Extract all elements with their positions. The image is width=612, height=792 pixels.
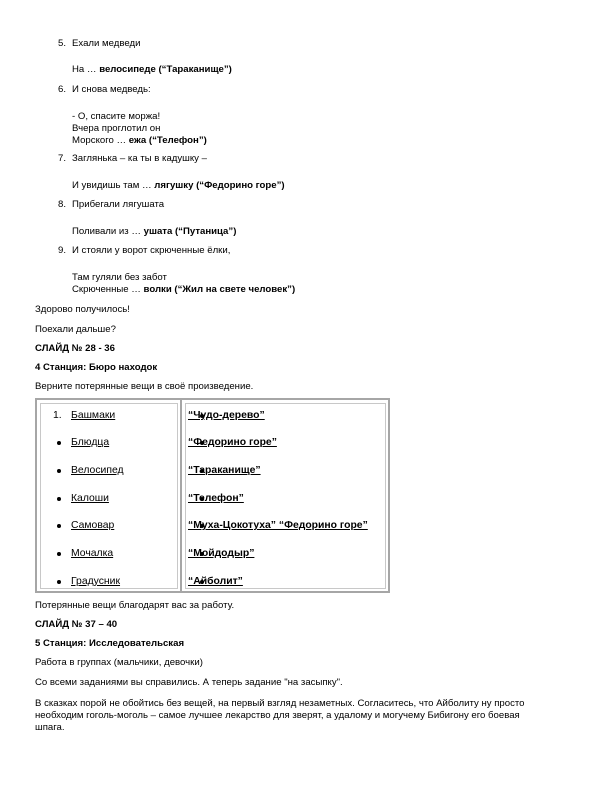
answer-bold: ушата (“Путаница”) <box>143 226 237 237</box>
paragraph: Со всеми заданиями вы справились. А теперь задание "на засыпку". <box>35 677 343 688</box>
answer-prefix: И увидишь там … <box>72 180 155 191</box>
paragraph: Верните потерянные вещи в своё произведение. <box>35 381 254 392</box>
item-line: И снова медведь: <box>72 84 151 95</box>
lost-item: Самовар <box>71 520 115 531</box>
station-heading: 4 Станция: Бюро находок <box>35 362 158 373</box>
item-answer-line: - О, спасите моржа! <box>72 111 161 122</box>
slide-heading: СЛАЙД № 28 - 36 <box>35 343 115 354</box>
bullet-icon <box>57 497 61 501</box>
item-line: Заглянька – ка ты в кадушку – <box>72 153 207 164</box>
answer-bold: ежа (“Телефон”) <box>128 135 207 146</box>
item-number: 8. <box>57 199 66 210</box>
answer-prefix: На … <box>72 64 100 75</box>
answer-prefix: Поливали из … <box>72 226 144 237</box>
work-title: “Чудо-дерево” <box>188 410 265 421</box>
table-left-cell <box>40 403 178 589</box>
lost-items-table <box>35 398 390 593</box>
list-number: 1. <box>53 410 62 421</box>
work-title: “Мойдодыр” <box>188 548 255 559</box>
item-answer-line <box>72 226 236 238</box>
answer-bold: лягушку (“Федорино горе”) <box>154 180 285 191</box>
item-answer-line <box>72 64 232 76</box>
item-line: И стояли у ворот скрюченные ёлки, <box>72 245 231 256</box>
lost-item: Мочалка <box>71 548 114 559</box>
item-answer-line: Вчера проглотил он <box>72 123 161 134</box>
paragraph: Потерянные вещи благодарят вас за работу. <box>35 600 235 611</box>
item-answer-line <box>72 180 285 192</box>
paragraph: Здорово получилось! <box>35 304 130 315</box>
answer-prefix: Скрюченные … <box>72 284 144 295</box>
table-divider <box>180 400 182 591</box>
item-line: Ехали медведи <box>72 38 141 49</box>
work-title: “Муха-Цокотуха” “Федорино горе” <box>188 520 368 531</box>
item-line: Прибегали лягушата <box>72 199 165 210</box>
item-answer-line: Там гуляли без забот <box>72 272 167 283</box>
bullet-icon <box>57 552 61 556</box>
item-number: 9. <box>57 245 66 256</box>
answer-bold: волки (“Жил на свете человек”) <box>143 284 296 295</box>
answer-prefix: Морского … <box>72 135 129 146</box>
work-title: “Телефон” <box>188 493 244 504</box>
slide-heading: СЛАЙД № 37 – 40 <box>35 619 118 630</box>
lost-item: Градусник <box>71 576 121 587</box>
paragraph-line: В сказках порой не обойтись без вещей, на первый взгляд незаметных. Согласитесь, что Айболиту ну просто <box>35 698 525 709</box>
item-number: 6. <box>57 84 66 95</box>
lost-item: Блюдца <box>71 437 110 448</box>
paragraph-line: необходим гоголь-моголь – самое лучшее лекарство для зверят, а удалому и могучему Бибигону его боевая <box>35 710 520 721</box>
item-answer-line <box>72 284 295 296</box>
lost-item: Калоши <box>71 493 109 504</box>
item-number: 5. <box>57 38 66 49</box>
lost-item: Велосипед <box>71 465 124 476</box>
bullet-icon <box>57 441 61 445</box>
bullet-icon <box>57 469 61 473</box>
item-answer-line <box>72 135 207 147</box>
bullet-icon <box>57 580 61 584</box>
work-title: “Айболит” <box>188 576 243 587</box>
paragraph-line: шпага. <box>35 722 65 733</box>
paragraph: Поехали дальше? <box>35 324 116 335</box>
work-title: “Федорино горе” <box>188 437 277 448</box>
answer-bold: велосипеде (“Тараканище”) <box>99 64 232 75</box>
paragraph: Работа в группах (мальчики, девочки) <box>35 657 203 668</box>
item-number: 7. <box>57 153 66 164</box>
station-heading: 5 Станция: Исследовательская <box>35 638 185 649</box>
bullet-icon <box>57 524 61 528</box>
work-title: “Тараканище” <box>188 465 261 476</box>
lost-item: Башмаки <box>71 410 116 421</box>
